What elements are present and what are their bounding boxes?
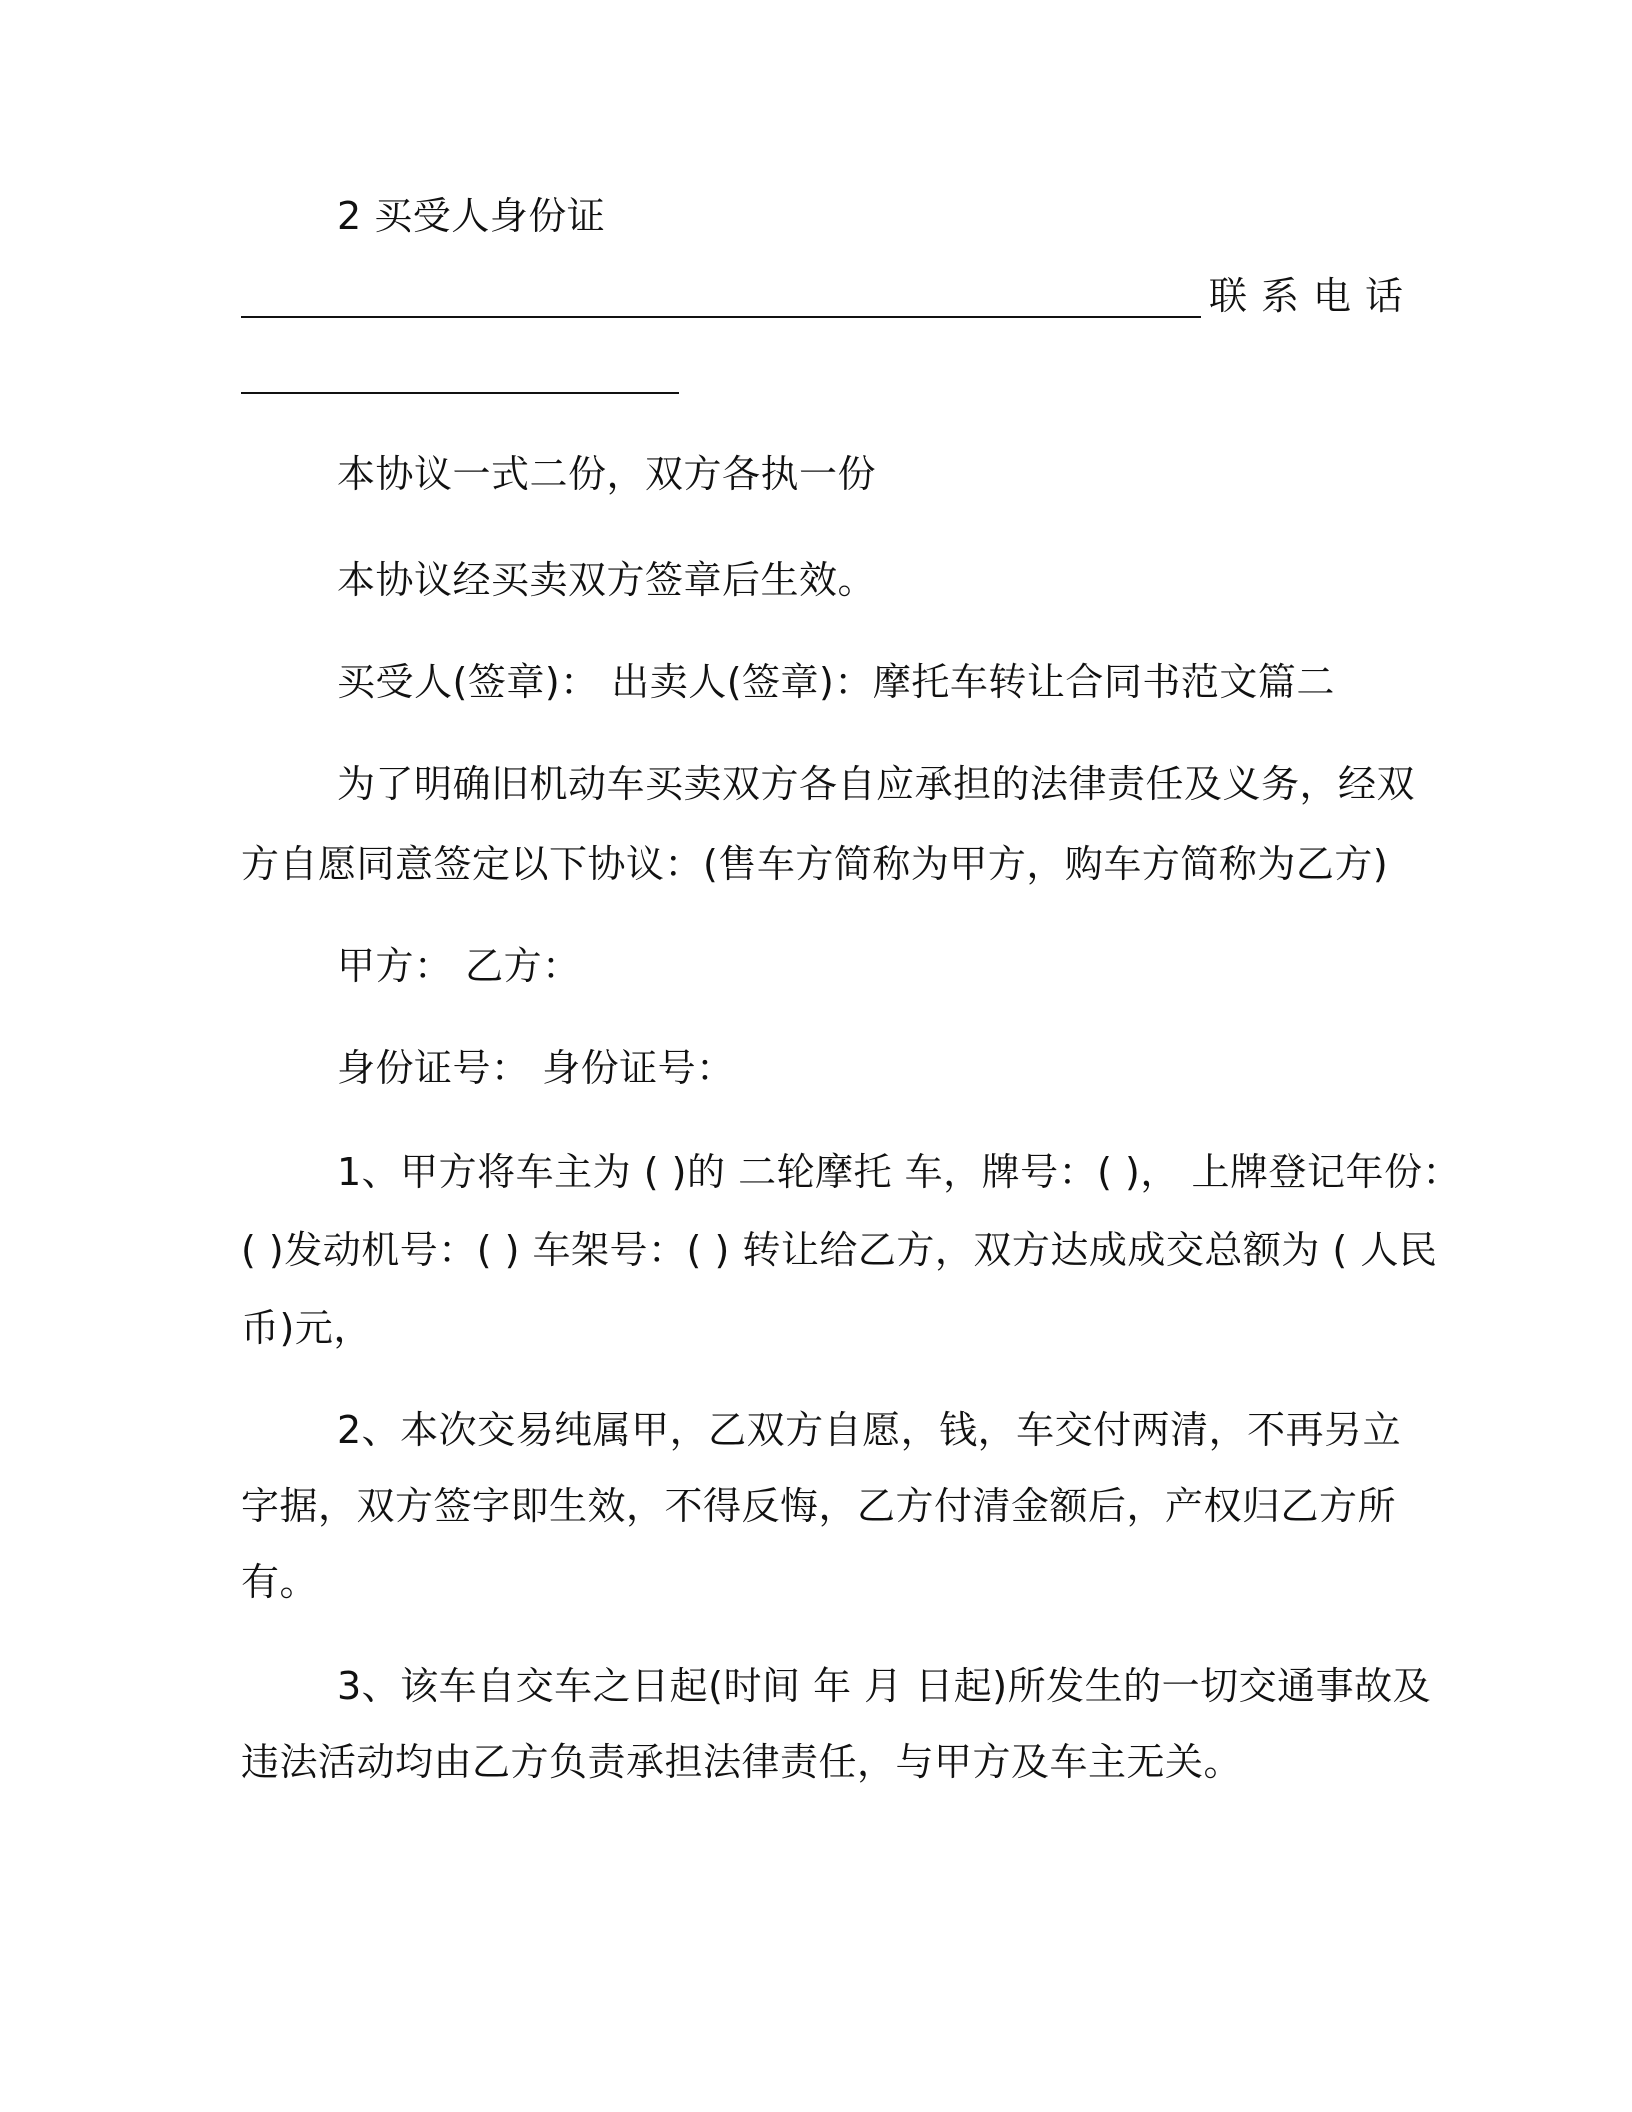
phone-number-blank — [241, 392, 679, 394]
copies-clause: 本协议一式二份，双方各执一份 — [337, 452, 877, 496]
clause-3-line: 3、该车自交车之日起(时间 年 月 日起)所发生的一切交通事故及 — [337, 1664, 1432, 1708]
signatures-and-title: 买受人(签章)： 出卖人(签章)：摩托车转让合同书范文篇二 — [337, 660, 1335, 704]
parties-line: 甲方： 乙方： — [337, 944, 581, 988]
id-number-blank — [241, 316, 1201, 318]
intro-paragraph-line: 为了明确旧机动车买卖双方各自应承担的法律责任及义务，经双 — [337, 762, 1416, 806]
clause-2-line: 字据，双方签字即生效，不得反悔，乙方付清金额后，产权归乙方所 — [241, 1484, 1397, 1528]
buyer-id-label: 2 买受人身份证 — [337, 194, 606, 238]
id-numbers-line: 身份证号： 身份证号： — [337, 1046, 735, 1090]
contact-phone-label: 联系电话 — [1209, 274, 1418, 318]
clause-1-line: 1、甲方将车主为 ( )的 二轮摩托 车，牌号：( )， 上牌登记年份： — [337, 1150, 1461, 1194]
clause-1-line: ( )发动机号：( ) 车架号：( ) 转让给乙方，双方达成成交总额为 ( 人民 — [241, 1228, 1438, 1272]
clause-1-line: 币)元， — [241, 1306, 372, 1350]
effective-clause: 本协议经买卖双方签章后生效。 — [337, 558, 877, 602]
clause-3-line: 违法活动均由乙方负责承担法律责任，与甲方及车主无关。 — [241, 1740, 1243, 1784]
id-phone-line — [241, 270, 1418, 330]
clause-2-line: 有。 — [241, 1560, 319, 1604]
clause-2-line: 2、本次交易纯属甲，乙双方自愿，钱，车交付两清，不再另立 — [337, 1408, 1402, 1452]
intro-paragraph-line: 方自愿同意签定以下协议：(售车方简称为甲方，购车方简称为乙方) — [241, 842, 1389, 886]
